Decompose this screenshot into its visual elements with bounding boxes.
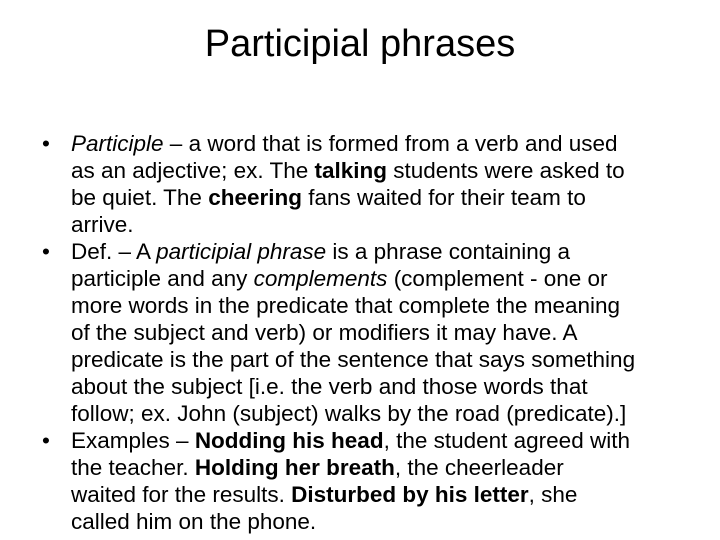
- definition-text7: about the subject [i.e. the verb and those words that: [71, 374, 588, 399]
- example-phrase-nodding: Nodding his head: [194, 428, 384, 453]
- bullet-participle-text: [71, 131, 625, 237]
- participle-def-line1: – a word that is formed from a verb and used: [163, 131, 618, 156]
- bullet-participle: [42, 130, 682, 238]
- participle-example1-line2: be quiet. The: [71, 185, 209, 210]
- participle-example2-line2: arrive.: [71, 212, 134, 237]
- example-phrase-holding: Holding her breath: [194, 455, 395, 480]
- definition-text2: participle and any: [71, 266, 254, 291]
- example-phrase-disturbed: Disturbed by his letter: [291, 482, 529, 507]
- bullet-examples-text: [71, 428, 630, 534]
- example-word-talking: talking: [314, 158, 387, 183]
- definition-text8: follow; ex. John (subject) walks by the road (predicate).]: [71, 401, 627, 426]
- definition-text5: of the subject and verb) or modifiers it may have. A: [71, 320, 578, 345]
- definition-text6: predicate is the part of the sentence that says something: [71, 347, 636, 372]
- examples-text6: called him on the phone.: [71, 509, 317, 534]
- examples-text1: , the student agreed with: [383, 428, 630, 453]
- bullet-dot-icon: [42, 427, 62, 454]
- examples-text2: the teacher.: [71, 455, 195, 480]
- definition-text4: more words in the predicate that complete the meaning: [71, 293, 621, 318]
- definition-text3: (complement - one or: [387, 266, 608, 291]
- participle-def-line2: as an adjective; ex. The: [71, 158, 315, 183]
- slide-title: Participial phrases: [204, 23, 516, 65]
- examples-text5: , she: [528, 482, 578, 507]
- bullet-definition-text: [71, 239, 635, 426]
- bullet-dot-icon: [42, 238, 62, 265]
- definition-text1: is a phrase containing a: [326, 239, 571, 264]
- examples-text3: , the cheerleader: [394, 455, 564, 480]
- bullet-list: [42, 130, 682, 535]
- bullet-dot-icon: [42, 130, 62, 157]
- definition-lead: Def. – A: [71, 239, 157, 264]
- term-participle: Participle: [71, 131, 164, 156]
- participle-example1-rest: students were asked to: [387, 158, 625, 183]
- example-word-cheering: cheering: [208, 185, 302, 210]
- examples-lead: Examples –: [71, 428, 195, 453]
- term-complements: complements: [253, 266, 388, 291]
- bullet-examples: [42, 427, 682, 535]
- bullet-definition: [42, 238, 682, 427]
- term-participial-phrase: participial phrase: [156, 239, 327, 264]
- examples-text4: waited for the results.: [71, 482, 292, 507]
- participle-example2-rest: fans waited for their team to: [301, 185, 586, 210]
